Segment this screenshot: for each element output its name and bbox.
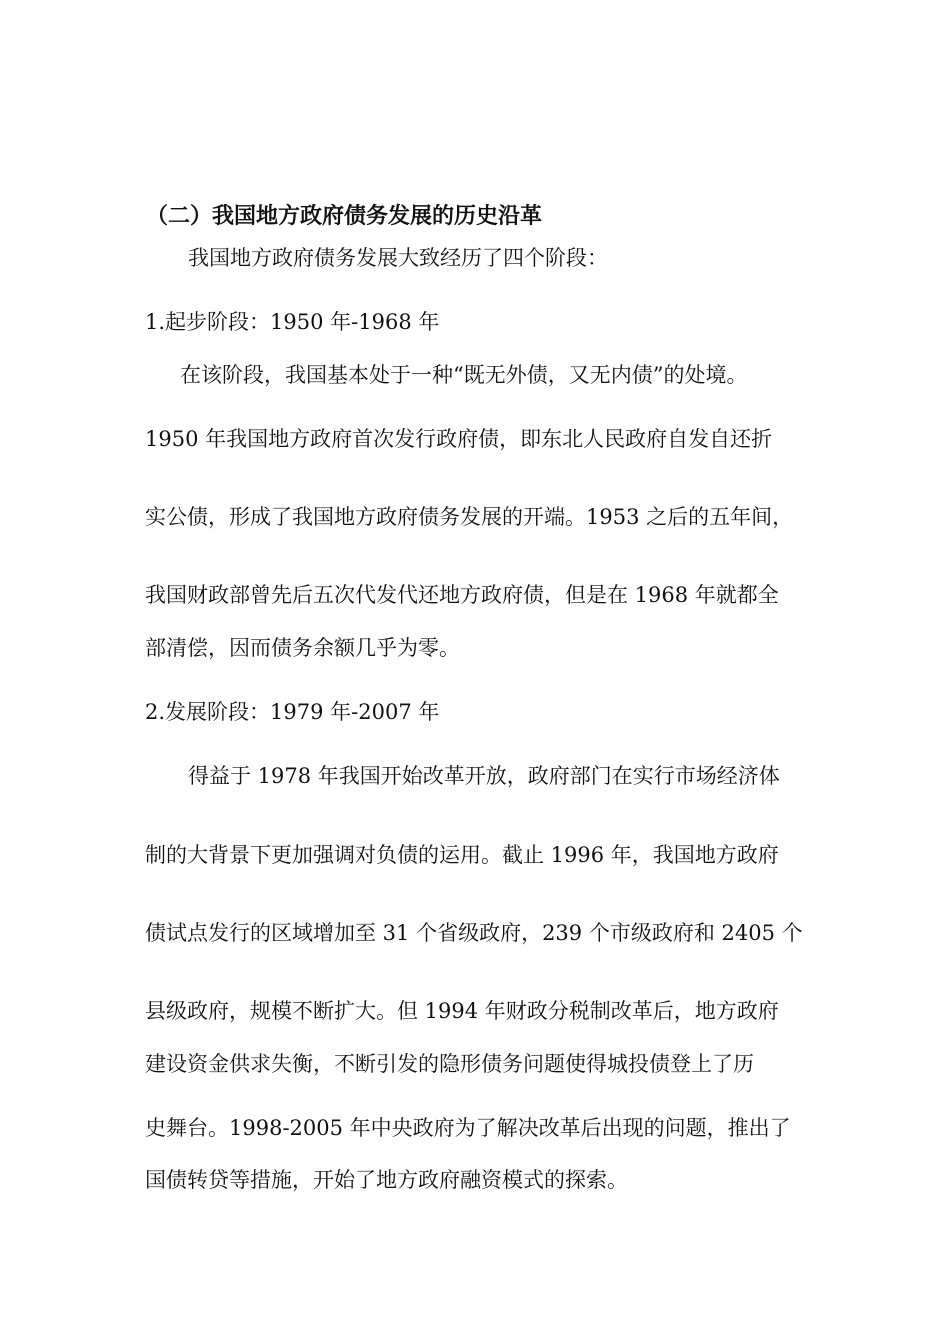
intro-paragraph: 我国地方政府债务发展大致经历了四个阶段：: [188, 246, 608, 270]
stage1-title: 1.起步阶段：1950 年-1968 年: [145, 310, 440, 334]
stage2-title: 2.发展阶段：1979 年-2007 年: [145, 700, 440, 724]
stage2-line: 制的大背景下更加强调对负债的运用。截止 1996 年，我国地方政府: [145, 843, 779, 867]
stage2-line: 史舞台。1998-2005 年中央政府为了解决改革后出现的问题，推出了: [145, 1116, 791, 1140]
stage1-line: 部清偿，因而债务余额几乎为零。: [145, 636, 460, 660]
stage1-line: 我国财政部曾先后五次代发代还地方政府债，但是在 1968 年就都全: [145, 583, 779, 607]
stage2-line: 国债转贷等措施，开始了地方政府融资模式的探索。: [145, 1168, 628, 1192]
stage2-line: 债试点发行的区域增加至 31 个省级政府，239 个市级政府和 2405 个: [145, 921, 803, 945]
stage1-line: 1950 年我国地方政府首次发行政府债，即东北人民政府自发自还折: [145, 427, 773, 451]
section-heading: （二）我国地方政府债务发展的历史沿革: [146, 203, 543, 229]
stage2-line: 建设资金供求失衡，不断引发的隐形债务问题使得城投债登上了历: [145, 1052, 754, 1076]
stage2-line: 得益于 1978 年我国开始改革开放，政府部门在实行市场经济体: [188, 764, 780, 788]
stage1-line: 实公债，形成了我国地方政府债务发展的开端。1953 之后的五年间，: [145, 505, 794, 529]
stage1-line: 在该阶段，我国基本处于一种“既无外债，又无内债”的处境。: [180, 363, 748, 387]
stage2-line: 县级政府，规模不断扩大。但 1994 年财政分税制改革后，地方政府: [145, 999, 779, 1023]
